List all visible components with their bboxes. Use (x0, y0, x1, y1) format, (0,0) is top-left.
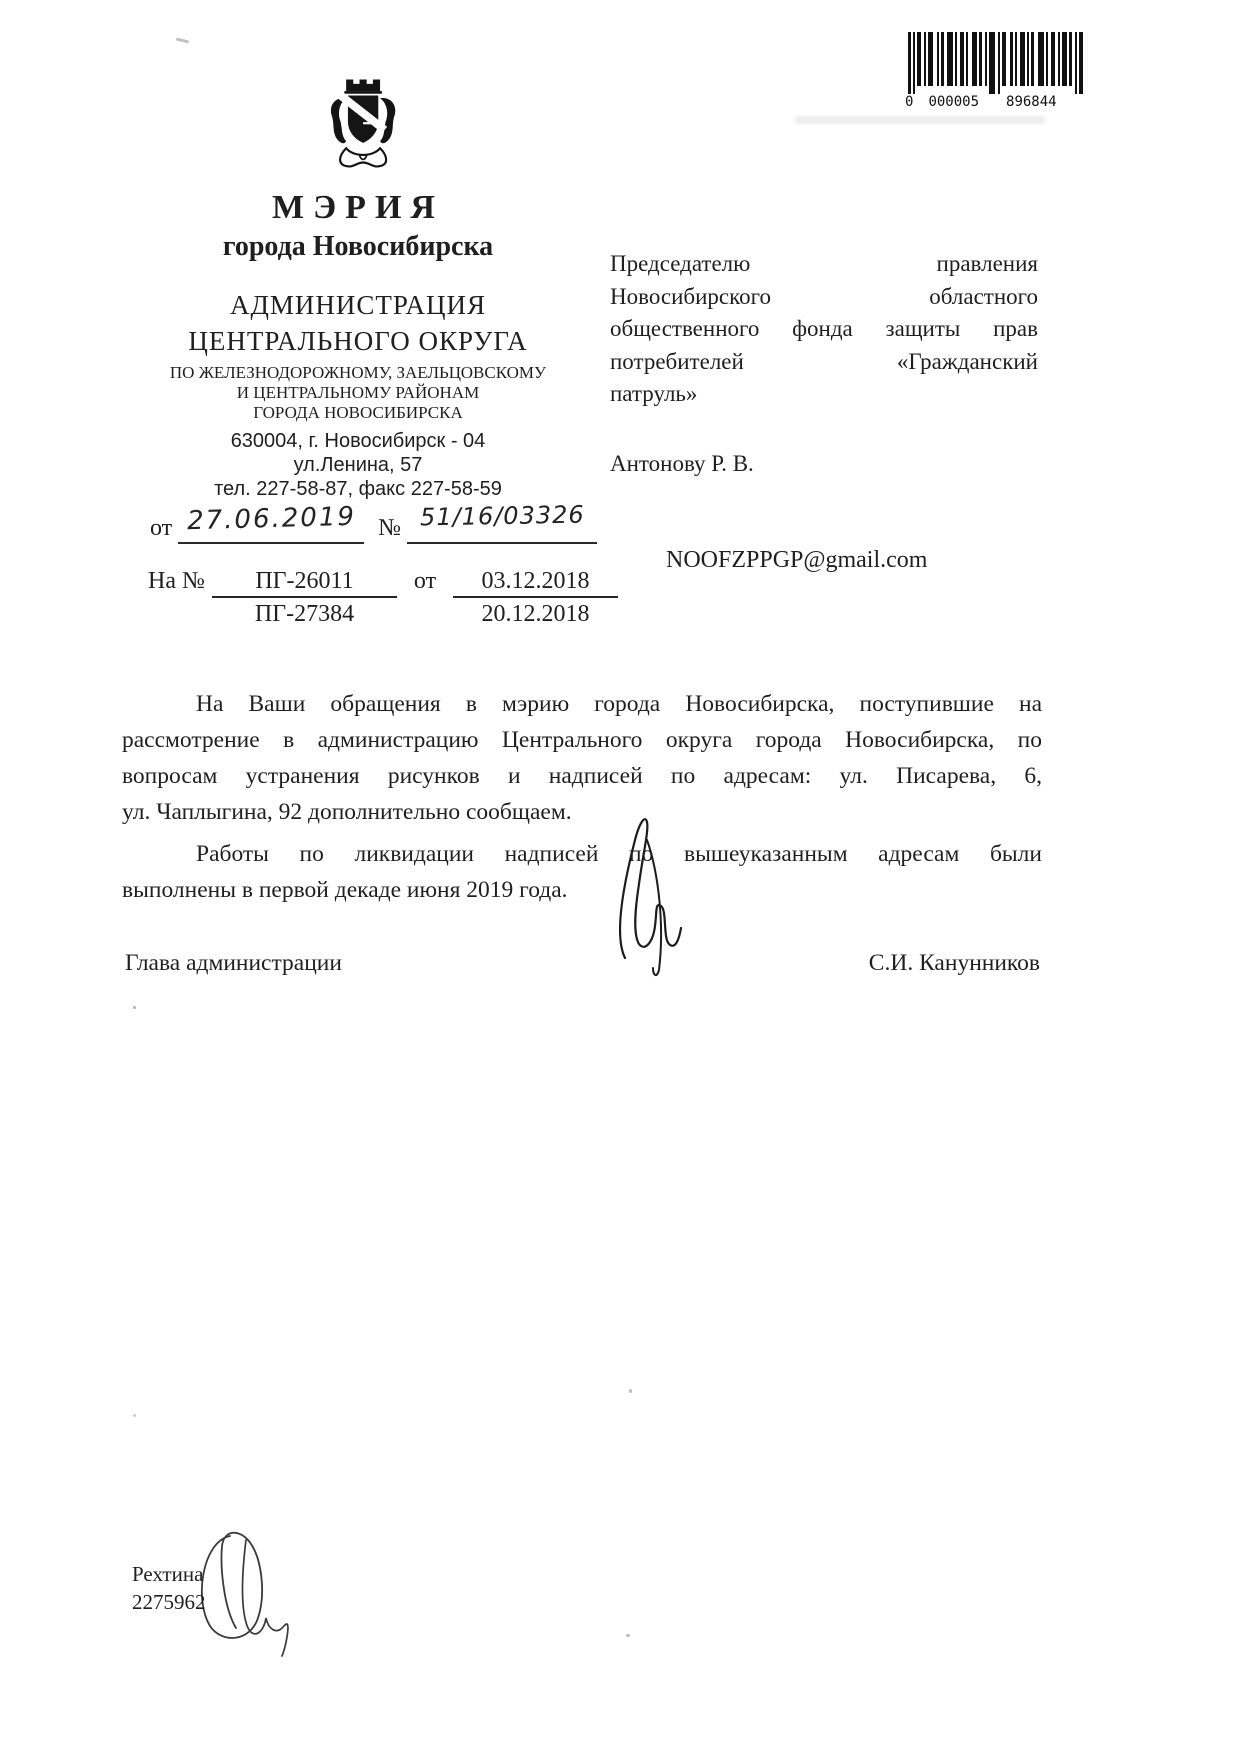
incoming-number-1: ПГ-26011 (212, 568, 397, 598)
districts-line: ГОРОДА НОВОСИБИРСКА (253, 402, 463, 422)
incoming-number-2: ПГ-27384 (254, 601, 355, 627)
incoming-reference-row-1 (148, 568, 618, 598)
body-line: ул. Чаплыгина, 92 дополнительно сообщаем. (122, 799, 572, 825)
executor-name: Рехтина (132, 1562, 204, 1586)
scan-smudge (795, 116, 1045, 124)
letter-body (122, 686, 1042, 908)
recipient-block (610, 248, 1038, 575)
scan-speck (626, 1634, 630, 1637)
incoming-date-2: 20.12.2018 (481, 601, 590, 627)
recipient-line: потребителей «Гражданский (610, 348, 1038, 374)
reply-label: На № (148, 568, 205, 594)
postal-address: 630004, г. Новосибирск - 04 (230, 429, 486, 452)
districts-line: ПО ЖЕЛЕЗНОДОРОЖНОМУ, ЗАЕЛЬЦОВСКОМУ (169, 362, 547, 382)
executor-block (132, 1560, 206, 1616)
body-paragraph-2 (122, 836, 1042, 908)
recipient-line: патруль» (610, 381, 698, 406)
body-line: выполнены в первой декаде июня 2019 года. (122, 877, 568, 903)
incoming-date-1: 03.12.2018 (453, 568, 618, 598)
handwritten-date: 27.06.2019 (186, 501, 357, 537)
org-title: МЭРИЯ (272, 189, 444, 226)
novosibirsk-coat-of-arms-icon (317, 75, 411, 175)
phone-fax: тел. 227-58-87, факс 227-58-59 (214, 477, 502, 500)
body-paragraph-1 (122, 686, 1042, 830)
dept-name-district: ЦЕНТРАЛЬНОГО ОКРУГА (188, 325, 528, 356)
recipient-email: NOOFZPPGP@gmail.com (666, 546, 928, 573)
recipient-line: общественного фонда защиты прав (610, 316, 1038, 341)
districts-line: И ЦЕНТРАЛЬНОМУ РАЙОНАМ (236, 382, 480, 402)
signer-position: Глава администрации (125, 950, 342, 976)
barcode-digit-group: 000005 (928, 94, 980, 110)
body-line: На Ваши обращения в мэрию города Новосибирска, поступившие на (196, 691, 1042, 717)
scan-speck (629, 1389, 632, 1393)
body-line: вопросам устранения рисунков и надписей по адресам: ул. Писарева, 6, (122, 763, 1042, 789)
outgoing-number-field (407, 500, 597, 544)
scan-speck (133, 1414, 136, 1417)
number-label: № (378, 515, 402, 541)
street-address: ул.Ленина, 57 (293, 453, 423, 476)
incoming-reference-block (148, 568, 618, 628)
recipient-line: Новосибирского областного (610, 283, 1038, 309)
signer-name: С.И. Канунников (868, 950, 1040, 976)
date-label: от (150, 515, 173, 541)
handwritten-number: 51/16/03326 (419, 500, 585, 532)
signature-row (125, 950, 1040, 977)
barcode-digit-group: 896844 (1006, 94, 1057, 110)
recipient-person: Антонову Р. В. (610, 450, 754, 476)
letterhead (123, 75, 593, 501)
barcode-digits (904, 94, 1104, 110)
org-title-city: города Новосибирска (222, 231, 494, 263)
body-line: Работы по ликвидации надписей по вышеуказанным адресам были (196, 841, 1042, 867)
scan-speck (176, 37, 189, 43)
scan-speck (133, 1006, 136, 1009)
incoming-reference-row-2 (148, 601, 618, 628)
barcode-bars-icon (904, 32, 1094, 96)
outgoing-date-field (178, 500, 364, 544)
executor-signature-stroke (188, 1524, 308, 1674)
registration-barcode (904, 32, 1104, 110)
dept-name: АДМИНИСТРАЦИЯ (230, 290, 486, 321)
recipient-line: Председателю правления (610, 251, 1038, 276)
executor-phone: 2275962 (132, 1590, 206, 1614)
body-line: рассмотрение в администрацию Центрального округа города Новосибирска, по (122, 727, 1042, 753)
outgoing-reference-line (150, 500, 597, 544)
reply-date-label: от (413, 568, 437, 594)
barcode-digit-group: 0 (905, 94, 914, 110)
